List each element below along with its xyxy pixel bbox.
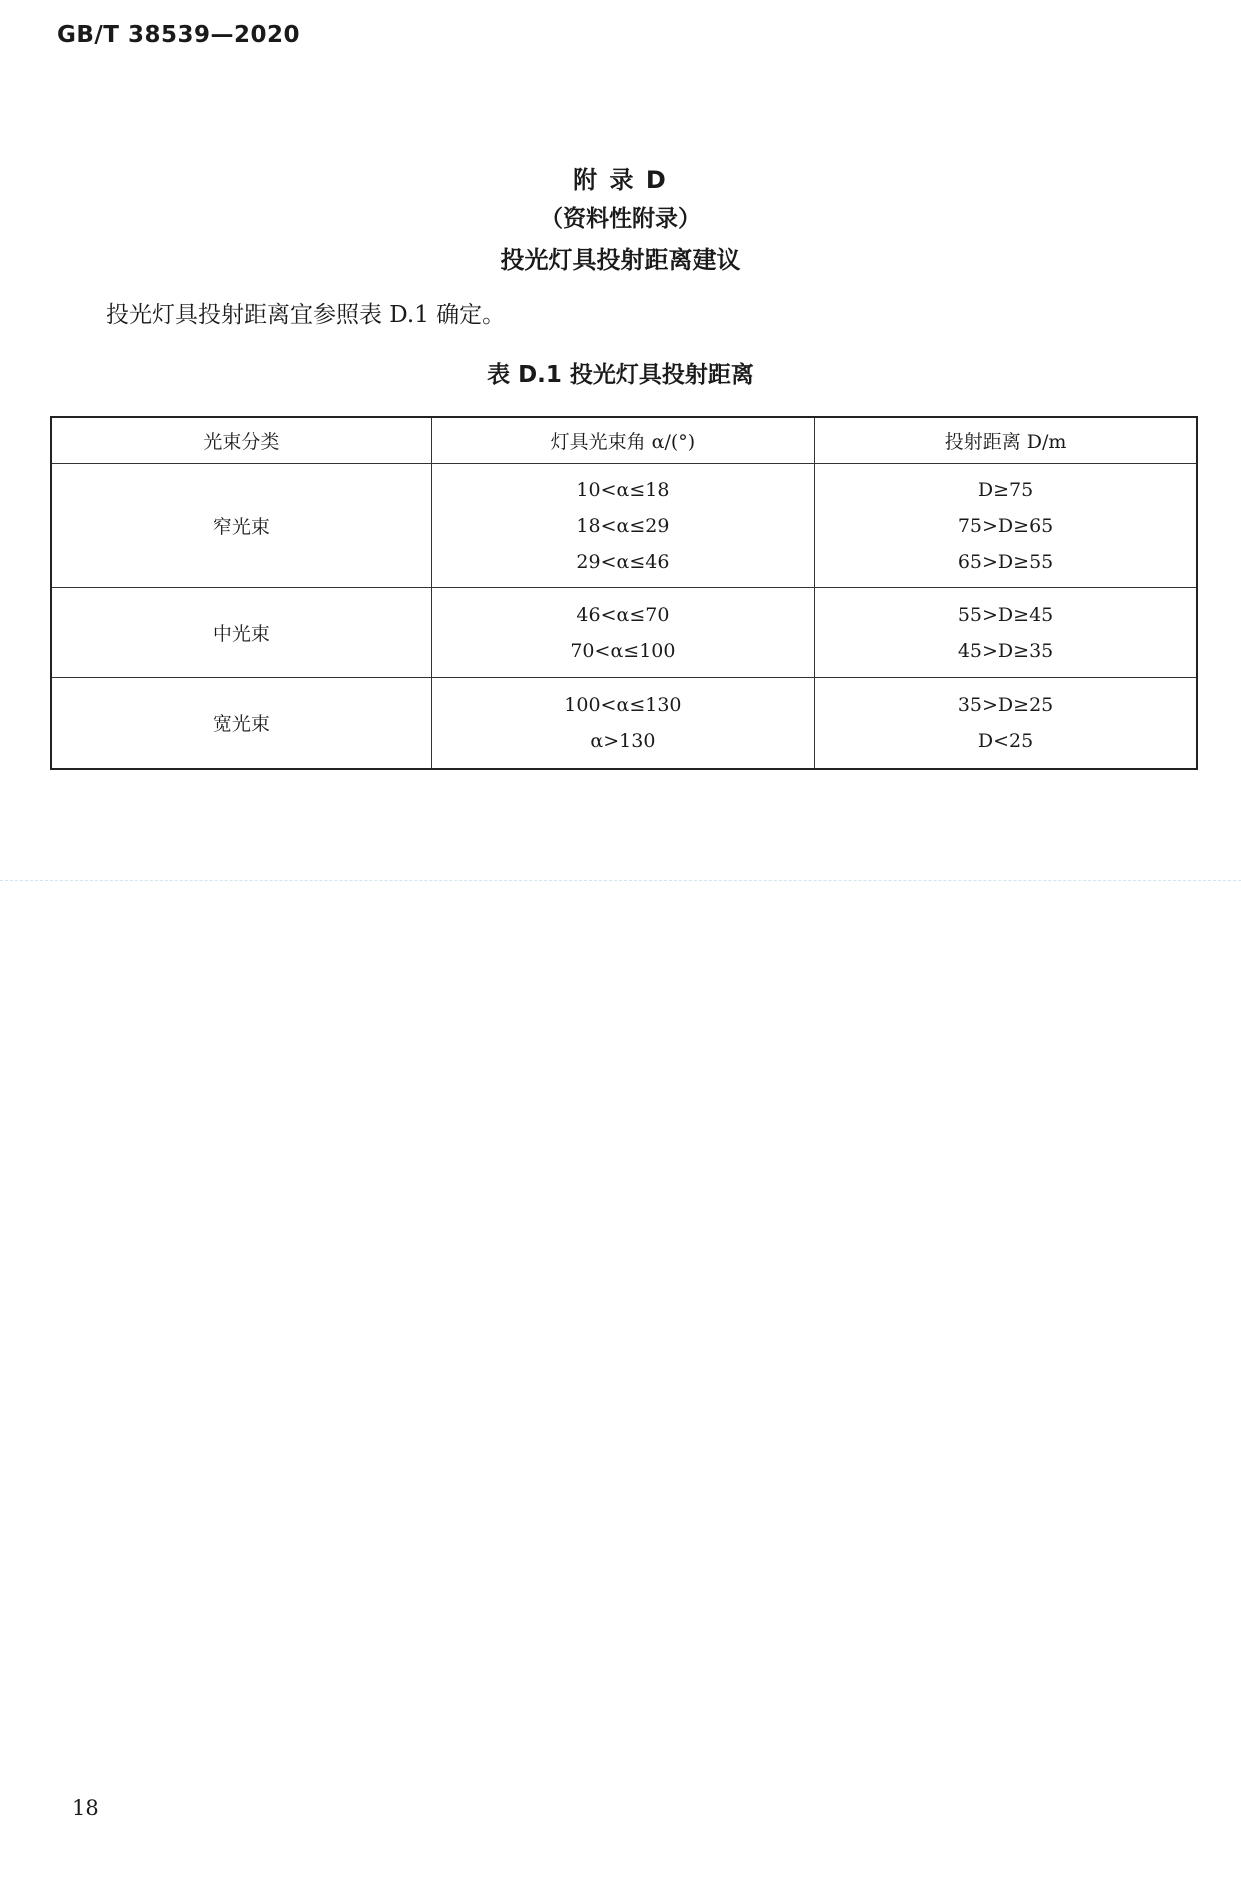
distance-cell [815,678,1197,769]
distance-value: D≥75 [977,478,1034,501]
table-row [51,464,1197,588]
category-cell: 窄光束 [51,464,431,588]
distance-cell [815,588,1197,678]
distance-value: 65>D≥55 [957,550,1054,573]
table-row [51,678,1197,769]
page-number: 18 [72,1796,99,1820]
angle-value: 70<α≤100 [570,639,676,662]
distance-value: 45>D≥35 [957,639,1054,662]
standard-code: GB/T 38539—2020 [57,22,301,48]
distance-value: 55>D≥45 [957,603,1054,626]
table-row [51,588,1197,678]
angle-value: 29<α≤46 [576,550,670,573]
header-throw-distance: 投射距离 D/m [815,417,1197,464]
angle-value: 10<α≤18 [576,478,670,501]
angle-value: 46<α≤70 [576,603,670,626]
angle-value: 18<α≤29 [576,514,670,537]
angle-value: 100<α≤130 [564,693,682,716]
table-header-row [51,417,1197,464]
distance-cell [815,464,1197,588]
distance-table [50,416,1198,770]
angle-cell [431,464,814,588]
distance-value: 35>D≥25 [957,693,1054,716]
category-cell: 中光束 [51,588,431,678]
angle-cell [431,588,814,678]
table-caption: 表 D.1 投光灯具投射距离 [487,362,754,388]
header-beam-angle: 灯具光束角 α/(°) [431,417,814,464]
scan-divider [0,880,1241,881]
intro-paragraph: 投光灯具投射距离宜参照表 D.1 确定。 [106,302,506,328]
distance-value: D<25 [977,729,1034,752]
angle-value: α>130 [590,729,656,752]
distance-value: 75>D≥65 [957,514,1054,537]
appendix-name: 投光灯具投射距离建议 [500,246,741,274]
appendix-type: （资料性附录） [540,206,701,232]
header-beam-category: 光束分类 [51,417,431,464]
appendix-title: 附 录 D [573,166,668,194]
category-cell: 宽光束 [51,678,431,769]
angle-cell [431,678,814,769]
